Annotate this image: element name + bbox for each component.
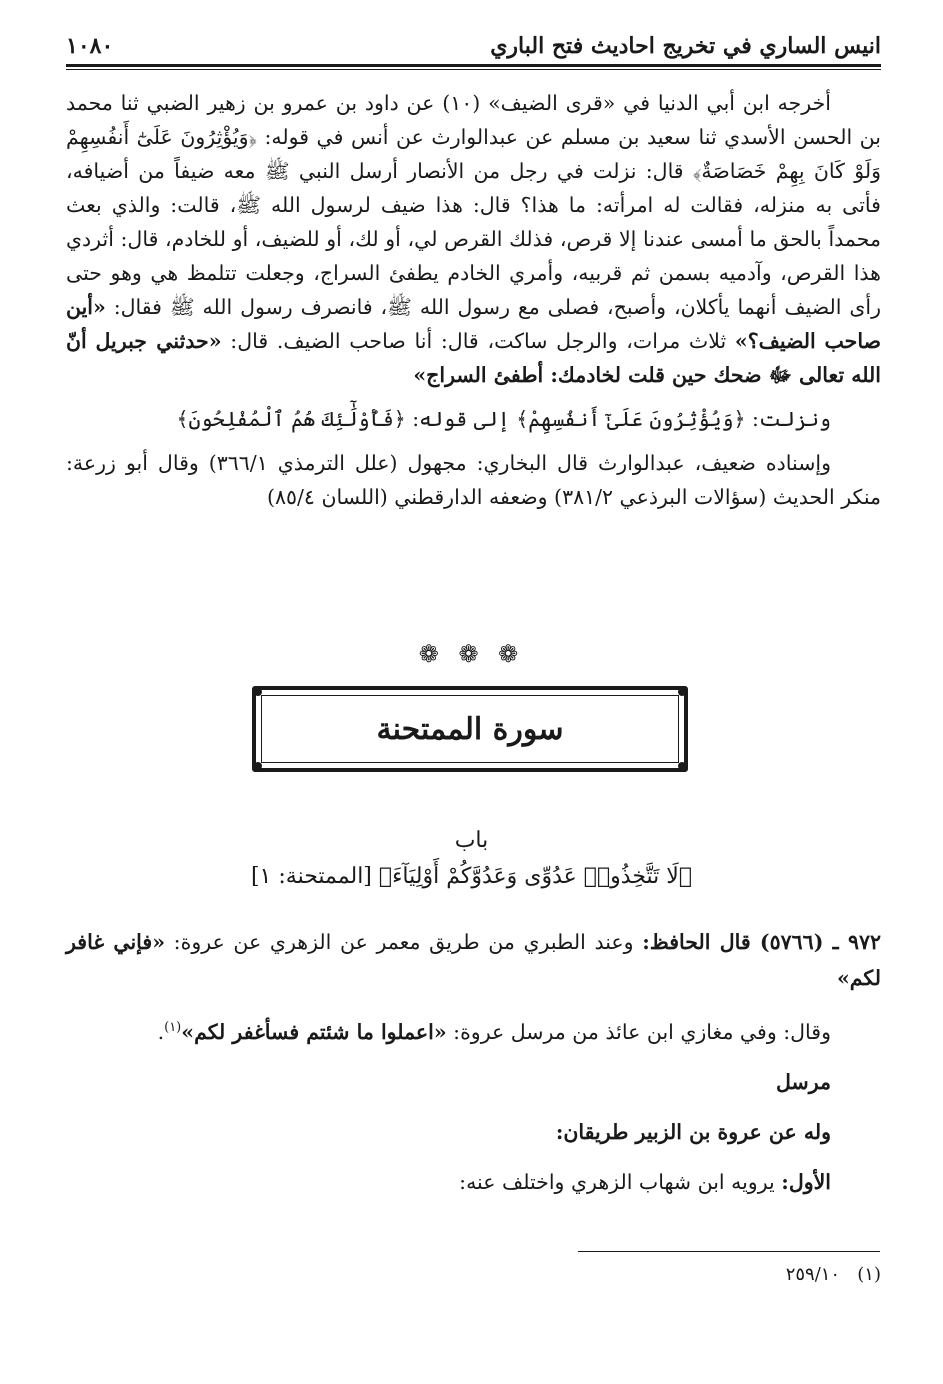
footnote-number: (١) — [857, 1264, 881, 1285]
text-line: محمد بن الحسن الأسدي ثنا سعيد بن مسلم عن عبدالوارث عن أنس في قوله: ﴿وَيُؤْثِرُونَ — [66, 91, 881, 149]
frame-corner-ornament — [678, 688, 686, 696]
text-line: ثلاث مرات، والرجل ساكت، قال: أنا صاحب الضيف. قال: — [221, 329, 735, 353]
hadith-quote: «حدثني جبريل — [95, 329, 222, 353]
text-line: قربيه، وأمري الخادم يطفئ السراج، وجعلت تتلمظ هي وهو حتى رأى الضيف أنهما — [66, 261, 882, 319]
mursal-label: مرسل — [776, 1069, 831, 1094]
frame-corner-ornament — [254, 762, 262, 770]
paragraph-isnad — [66, 446, 881, 514]
urwa-paths: وله عن عروة بن الزبير طريقان: — [555, 1119, 831, 1144]
frame-corner-ornament — [254, 688, 262, 696]
header-rule-thin — [66, 69, 881, 70]
surah-title: سورة الممتحنة — [376, 711, 564, 747]
first-path — [66, 1164, 881, 1200]
text-line: يأكلان، وأصبح، فصلى مع رسول الله ﷺ، فانصرف رسول الله ﷺ فقال: — [105, 295, 730, 319]
chapter-ayah: ﴿لَا تَتَّخِذُوا۟ عَدُوِّى وَعَدُوَّكُمْ أَوْلِيَآءَ﴾ [الممتحنة: ١] — [250, 864, 693, 889]
path-label: الأول: — [781, 1169, 831, 1194]
text-line: زرعة: منكر الحديث (سؤالات البرذعي ٣٨١/٢) وضعفه الدارقطني (اللسان ٨٥/٤) — [66, 451, 881, 509]
text-line: وقال: وفي مغازي ابن عائذ من مرسل عروة: — [446, 1019, 831, 1044]
footnote — [786, 1264, 881, 1285]
header-rule — [66, 64, 881, 67]
page-number: ١٠٨٠ — [66, 33, 114, 59]
hadith-quote: «فإني غافر لكم» — [66, 930, 881, 990]
text-line: يرويه ابن شهاب الزهري واختلف عنه: — [459, 1169, 782, 1194]
text-line: عَلَىٰٓ أَنفُسِهِمْ وَلَوْ كَانَ بِهِمْ خَصَاصَةٌ﴾ قال: نزلت في رجل من الأنصار أرسل النبي ﷺ معه — [66, 125, 881, 183]
footnote-ref[interactable]: (١) — [164, 1020, 182, 1035]
hadith-number: ٩٧٢ ـ (٥٧٦٦) قال الحافظ: — [642, 930, 881, 954]
line-wa-qal — [66, 1010, 881, 1050]
text-line: . — [157, 1019, 165, 1044]
text-line: القرص لي، أو لك، أو للضيف، أو للخادم، قال: أثردي هذا القرص، وآدميه بسمن ثم — [66, 227, 881, 285]
frame-corner-ornament — [678, 762, 686, 770]
page-header — [66, 28, 881, 64]
hadith-quote: «اعملوا ما شئتم فسأغفر لكم» — [181, 1019, 447, 1044]
text-line: ضيفاً من أضيافه، فأتى به منزله، فقالت له امرأته: ما هذا؟ قال: هذا ضيف — [66, 159, 881, 217]
footnote-reference: ٢٥٩/١٠ — [785, 1264, 841, 1285]
main-text — [66, 86, 881, 514]
running-title: انيس الساري في تخريج احاديث فتح الباري — [490, 33, 881, 59]
hadith-972 — [66, 924, 881, 996]
hadith-quote: الضيف؟» — [734, 329, 816, 353]
text-line: وعند الطبري من طريق معمر عن الزهري عن عروة: — [165, 930, 643, 954]
section-separator: ❁ ❁ ❁ — [418, 640, 525, 668]
hadith-quote: أنّ الله تعالى ﷻ ضحك حين قلت لخادمك: أطفئ السراج» — [66, 329, 881, 387]
hadith-section — [66, 924, 881, 1200]
text-line: وإسناده ضعيف، عبدالوارث قال البخاري: مجهول (علل الترمذي ٣٦٦/١) وقال أبو — [125, 451, 831, 475]
hadith-quote: «أين صاحب — [66, 295, 881, 353]
footnote-rule — [578, 1251, 880, 1252]
paragraph-takhrij — [66, 86, 881, 392]
text-line: لرسول الله ﷺ، قالت: والذي بعث محمداً بالحق ما أمسى عندنا إلا قرص، فذلك — [66, 193, 881, 251]
paragraph-ayah: ونزلت: ﴿وَيُؤْثِرُونَ عَلَىٰٓ أَنفُسِهِمْ﴾ إلى قوله: ﴿فَأُوْلَٰٓئِكَ هُمُ ٱلْمُفْلِحُونَ﴾ — [176, 407, 831, 431]
chapter-label: باب — [454, 828, 489, 853]
surah-title-frame — [252, 686, 688, 772]
text-line: أخرجه ابن أبي الدنيا في «قرى الضيف» (١٠) عن داود بن عمرو بن زهير الضبي ثنا — [120, 91, 831, 115]
surah-title-inner — [261, 695, 679, 763]
